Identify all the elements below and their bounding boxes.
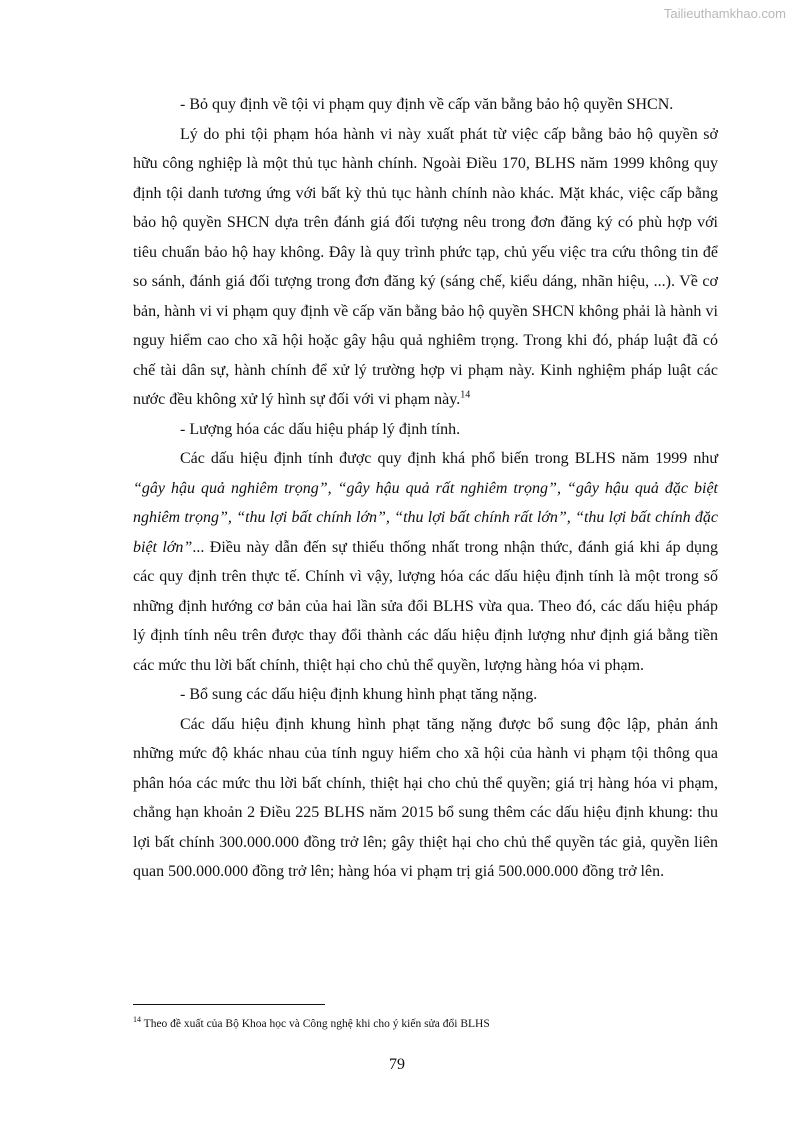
watermark: Tailieuthamkhao.com (663, 6, 786, 21)
footnote-text: Theo đề xuất của Bộ Khoa học và Công nghệ khi cho ý kiến sửa đổi BLHS (141, 1017, 490, 1030)
footnote (133, 1013, 718, 1031)
paragraph-text: Lý do phi tội phạm hóa hành vi này xuất phát từ việc cấp bằng bảo hộ quyền sở hữu công nghiệp là một thủ tục hành chính. Ngoài Điều 170, BLHS năm 1999 không quy định tội danh tương ứng với bất kỳ thủ tục hành chính nào khác. Mặt khác, việc cấp bằng bảo hộ quyền SHCN dựa trên đánh giá đối tượng nêu trong đơn đăng ký có phù hợp với tiêu chuẩn bảo hộ hay không. Đây là quy trình phức tạp, chủ yếu việc tra cứu thông tin để so sánh, đánh giá đối tượng trong đơn đăng ký (sáng chế, kiểu dáng, nhãn hiệu, ...). Về cơ bản, hành vi vi phạm quy định về cấp văn bằng bảo hộ quyền SHCN không phải là hành vi nguy hiểm cao cho xã hội hoặc gây hậu quả nghiêm trọng. Trong khi đó, pháp luật đã có chế tài dân sự, hành chính để xử lý trường hợp vi phạm này. Kinh nghiệm pháp luật các nước đều không xử lý hình sự đối với vi phạm này. (133, 125, 718, 408)
paragraph-qualitative-signs (133, 444, 718, 680)
footnote-separator (133, 1004, 325, 1005)
paragraph-bullet-aggravating: - Bổ sung các dấu hiệu định khung hình phạt tăng nặng. (180, 686, 538, 703)
body-text (133, 90, 718, 887)
footnote-reference[interactable]: 14 (460, 389, 471, 401)
paragraph-italic-quotes: “gây hậu quả nghiêm trọng”, “gây hậu quả rất nghiêm trọng”, “gây hậu quả đặc biệt nghiêm trọng”, “thu lợi bất chính lớn”, “thu lợi bất chính rất lớn”, “thu lợi bất chính đặc biệt lớn” (133, 479, 718, 556)
paragraph-text-end: ... Điều này dẫn đến sự thiếu thống nhất trong nhận thức, đánh giá khi áp dụng các quy định trên thực tế. Chính vì vậy, lượng hóa các dấu hiệu định tính là một trong số những định hướng cơ bản của hai lần sửa đổi BLHS vừa qua. Theo đó, các dấu hiệu pháp lý định tính nêu trên được thay đổi thành các dấu hiệu định lượng như định giá bằng tiền các mức thu lời bất chính, thiệt hại cho chủ thể quyền, lượng hàng hóa vi phạm. (133, 538, 719, 674)
paragraph-bullet-remove-offense: - Bỏ quy định về tội vi phạm quy định về cấp văn bằng bảo hộ quyền SHCN. (180, 96, 674, 113)
paragraph-text-start: Các dấu hiệu định tính được quy định khá phổ biến trong BLHS năm 1999 như (180, 450, 718, 467)
paragraph-decriminalization-reason (133, 120, 718, 415)
paragraph-bullet-quantify: - Lượng hóa các dấu hiệu pháp lý định tính. (180, 420, 461, 438)
paragraph-aggravating-signs: Các dấu hiệu định khung hình phạt tăng nặng được bổ sung độc lập, phản ánh những mức độ khác nhau của tính nguy hiểm cho xã hội của hành vi phạm tội thông qua phân hóa các mức thu lời bất chính, thiệt hại cho chủ thể quyền; giá trị hàng hóa vi phạm, chẳng hạn khoản 2 Điều 225 BLHS năm 2015 bổ sung thêm các dấu hiệu định khung: thu lợi bất chính 300.000.000 đồng trở lên; gây thiệt hại cho chủ thể quyền tác giả, quyền liên quan 500.000.000 đồng trở lên; hàng hóa vi phạm trị giá 500.000.000 đồng trở lên. (133, 715, 718, 880)
page-number: 79 (389, 1056, 405, 1073)
footnote-number: 14 (133, 1015, 141, 1024)
